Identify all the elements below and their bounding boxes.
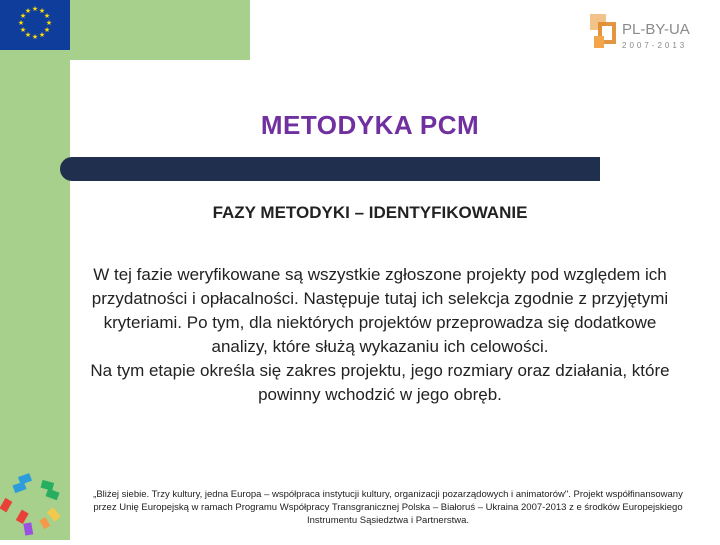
left-green-bar	[0, 0, 70, 540]
svg-text:★: ★	[24, 7, 32, 15]
svg-text:★: ★	[19, 12, 27, 20]
paragraph-2: Na tym etapie określa się zakres projektu, jego rozmiary oraz działania, które powinny wchodzić w jego obręb.	[90, 361, 670, 404]
paragraph-1: W tej fazie weryfikowane są wszystkie zgłoszone projekty pod względem ich przydatności i opłacalności. Następuje tutaj ich selekcja zgodnie z przyjętymi kryteriami. Po tym, dla niektórych projektów przeprowadza się dodatkowe analizy, które służą wykazaniu ich celowości.	[91, 265, 669, 356]
footer-note: „Bliżej siebie. Trzy kultury, jedna Europa – współpraca instytucji kultury, organizacji pozarządowych i animatorów". Projekt współfinansowany przez Unię Europejską w ramach Programu Współpracy Transgranicznej Polska – Białoruś – Ukraina 2007-2013 z e środków Europejskiego Instrumentu Sąsiedztwa i Partnerstwa.	[93, 489, 683, 526]
svg-text:★: ★	[38, 31, 46, 39]
pl-by-ua-logo	[588, 10, 708, 54]
svg-text:★: ★	[24, 31, 32, 39]
svg-text:★: ★	[31, 5, 39, 13]
svg-text:★: ★	[38, 7, 46, 15]
svg-text:★: ★	[31, 33, 39, 41]
svg-text:★: ★	[17, 19, 25, 27]
top-green-band	[70, 0, 250, 60]
page-title: METODYKA PCM	[260, 110, 480, 140]
svg-text:★: ★	[19, 26, 27, 34]
title-divider	[60, 157, 600, 181]
svg-text:★: ★	[45, 19, 53, 27]
logo-years: 2007-2013	[622, 41, 688, 50]
logo-text: PL-BY-UA	[622, 21, 690, 38]
colorful-circle-decoration	[0, 460, 70, 540]
body-text	[90, 263, 670, 407]
section-subtitle: FAZY METODYKI – IDENTYFIKOWANIE	[212, 203, 528, 222]
svg-text:★: ★	[43, 12, 51, 20]
svg-text:★: ★	[43, 26, 51, 34]
eu-flag-icon	[0, 0, 70, 50]
